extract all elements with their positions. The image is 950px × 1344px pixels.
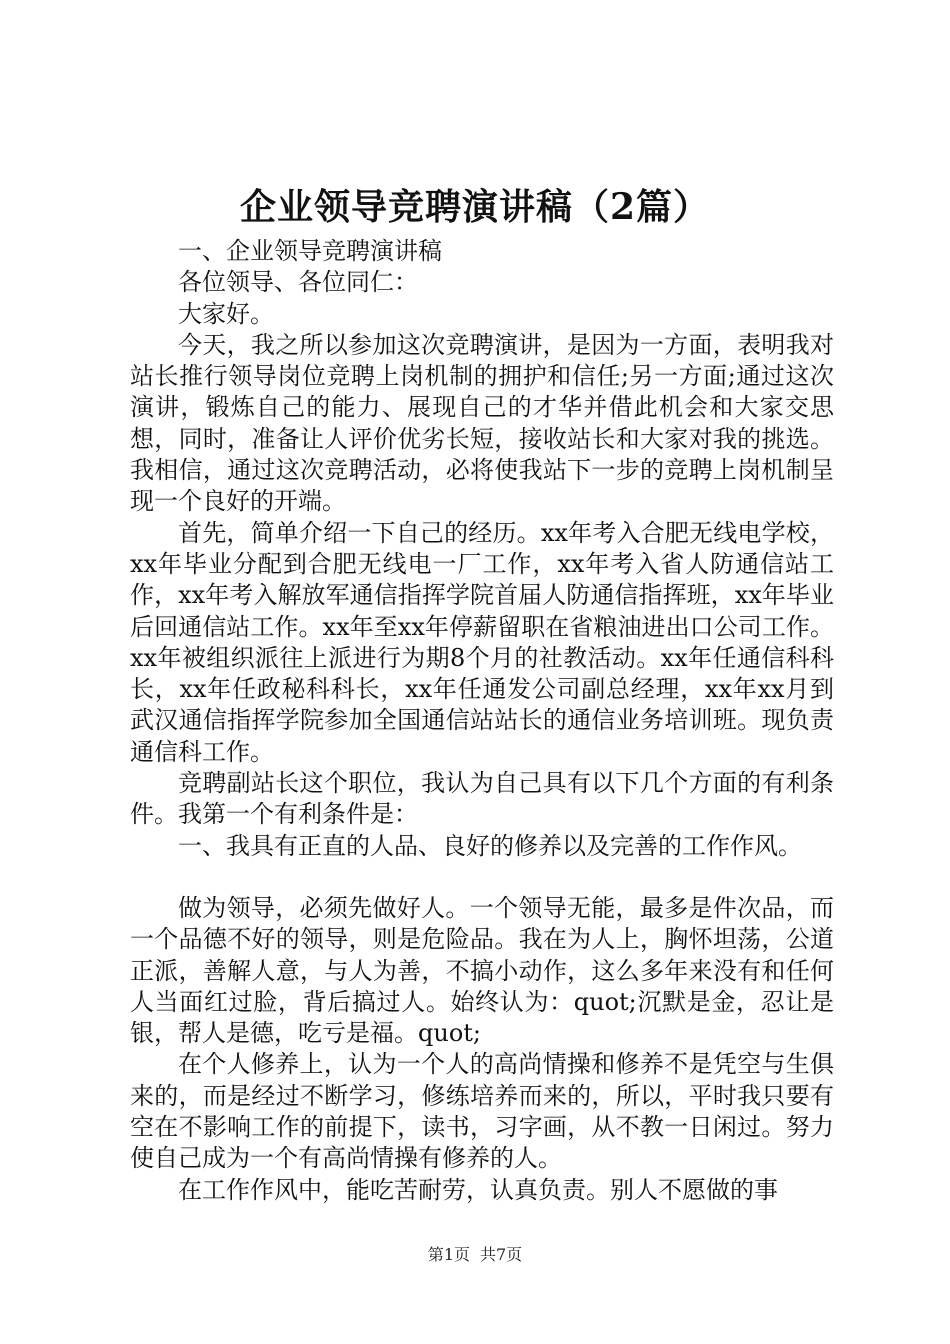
paragraph: 竞聘副站长这个职位，我认为自己具有以下几个方面的有利条件。我第一个有利条件是： bbox=[130, 769, 834, 829]
page-footer bbox=[0, 1244, 950, 1266]
paragraph: 今天，我之所以参加这次竞聘演讲，是因为一方面，表明我对站长推行领导岗位竞聘上岗机制的拥护和信任;另一方面;通过这次演讲，锻炼自己的能力、展现自己的才华并借此机会和大家交思想，同时，准备让人评价优劣长短，接收站长和大家对我的挑选。我相信，通过这次竞聘活动，必将使我站下一步的竞聘上岗机制呈现一个良好的开端。 bbox=[130, 330, 834, 516]
document-title: 企业领导竞聘演讲稿（2篇） bbox=[239, 186, 711, 228]
paragraph: 首先，简单介绍一下自己的经历。xx年考入合肥无线电学校，xx年毕业分配到合肥无线电一厂工作，xx年考入省人防通信站工作，xx年考入解放军通信指挥学院首届人防通信指挥班，xx年毕业后回通信站工作。xx年至xx年停薪留职在省粮油进出口公司工作。xx年被组织派往上派进行为期8个月的社教活动。xx年任通信科科长，xx年任政秘科科长，xx年任通发公司副总经理，xx年xx月到武汉通信指挥学院参加全国通信站站长的通信业务培训班。现负责通信科工作。 bbox=[130, 518, 834, 766]
paragraph: 一、我具有正直的人品、良好的修养以及完善的工作作风。 bbox=[178, 831, 802, 860]
paragraph: 一、企业领导竞聘演讲稿 bbox=[178, 237, 442, 265]
page-total: 共7页 bbox=[480, 1245, 523, 1264]
paragraph: 在个人修养上，认为一个人的高尚情操和修养不是凭空与生俱来的，而是经过不断学习，修练培养而来的，所以，平时我只要有空在不影响工作的前提下，读书，习字画，从不教一日闲过。努力使自己成为一个有高尚情操有修养的人。 bbox=[130, 1050, 834, 1173]
document-body bbox=[130, 236, 834, 1206]
page-number: 第1页 bbox=[427, 1245, 470, 1264]
paragraph: 各位领导、各位同仁： bbox=[178, 268, 418, 297]
paragraph: 在工作作风中，能吃苦耐劳，认真负责。别人不愿做的事 bbox=[178, 1175, 778, 1204]
paragraph: 大家好。 bbox=[178, 299, 274, 328]
paragraph: 做为领导，必须先做好人。一个领导无能，最多是件次品，而一个品德不好的领导，则是危险品。我在为人上，胸怀坦荡，公道正派，善解人意，与人为善，不搞小动作，这么多年来没有和任何人当面红过脸，背后搞过人。始终认为：quot;沉默是金，忍让是银，帮人是德，吃亏是福。quot; bbox=[130, 893, 834, 1048]
